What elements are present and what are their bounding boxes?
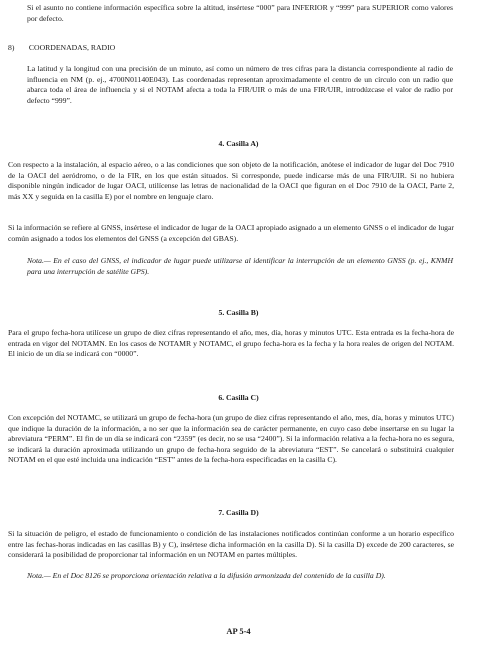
casilla-a-heading: 4. Casilla A) [218, 139, 259, 148]
section-8-heading [8, 43, 115, 54]
section-title: COORDENADAS, RADIO [28, 43, 116, 52]
casilla-a-paragraph-2: Si la información se refiere al GNSS, insértese el indicador de lugar de la OACI apropiado asignado a un elemento GNSS o el indicador de lugar común asignado a todos los elementos del GNSS (a excepción del GBAS). [8, 223, 454, 243]
casilla-d-paragraph: Si la situación de peligro, el estado de funcionamiento o condición de las instalaciones notificados continúan conforme a un horario específico entre las fechas-horas indicadas en las casillas B) y C), insértese dicha información en la casilla D). Si la casilla D) excede de 200 caracteres, se considerará la posibilidad de proporcionar tal información en un NOTAM en partes múltiples. [8, 529, 454, 560]
casilla-b-heading: 5. Casilla B) [218, 308, 259, 317]
section-8-body: La latitud y la longitud con una precisión de un minuto, así como un número de tres cifras para la distancia correspondiente al radio de influencia en NM (p. ej., 4700N01140E043). Las coordenadas representan aproximadamente el centro de un círculo con un radio que abarca toda el área de influencia y si el NOTAM afecta a toda la FIR/UIR o más de una FIR/UIR, introdúzcase el valor de radio por defecto “999”. [27, 64, 453, 105]
casilla-b-paragraph: Para el grupo fecha-hora utilícese un grupo de diez cifras representando el año, mes, día, horas y minutos UTC. Esta entrada es la fecha-hora de entrada en vigor del NOTAMN. En los casos de NOTAMR y NOTAMC, el grupo fecha-hora es la fecha y la hora reales de origen del NOTAM. El inicio de un día se indicará con “0000”. [8, 328, 454, 359]
section-number: 8) [8, 43, 15, 52]
casilla-a-paragraph-1: Con respecto a la instalación, al espacio aéreo, o a las condiciones que son objeto de la notificación, anótese el indicador de lugar del Doc 7910 de la OACI del aeródromo, o de la FIR, en los que están situados. Si corresponde, puede indicarse más de una FIR/UIR. Si no hubiera disponible ningún indicador de lugar OACI, utilícense las letras de nacionalidad de la OACI que figuran en el Doc 7910 de la OACI, Parte 2, más XX y seguida en la casilla E) por el nombre en lenguaje claro. [8, 160, 454, 201]
note-label: Nota.— [27, 256, 51, 265]
intro-paragraph: Si el asunto no contiene información específica sobre la altitud, insértese “000” para INFERIOR y “999” para SUPERIOR como valores por defecto. [27, 3, 453, 23]
casilla-a-note [27, 256, 453, 277]
casilla-d-heading: 7. Casilla D) [218, 508, 259, 517]
note-text: En el Doc 8126 se proporciona orientación relativa a la difusión armonizada del contenido de la casilla D). [50, 571, 386, 580]
note-text: En el caso del GNSS, el indicador de lugar puede utilizarse al identificar la interrupción de un elemento GNSS (p. ej., KNMH para una interrupción de satélite GPS). [27, 256, 453, 276]
casilla-c-paragraph: Con excepción del NOTAMC, se utilizará un grupo de fecha-hora (un grupo de diez cifras representando el año, mes, día, horas y minutos UTC) que indique la duración de la información, a no ser que la información sea de carácter permanente, en cuyo caso debe insertarse en su lugar la abreviatura “PERM”. El fin de un día se indicará con “2359” (es decir, no se usa “2400”). Si la información relativa a la fecha-hora no es segura, se indicará la duración aproximada utilizando un grupo de fecha-hora seguido de la abreviatura “EST”. Se cancelará o substituirá cualquier NOTAM en el que esté incluida una indicación “EST” antes de la fecha-hora especificadas en la casilla C). [8, 413, 454, 465]
casilla-d-note [27, 571, 453, 582]
page-number: AP 5-4 [226, 626, 251, 636]
casilla-c-heading: 6. Casilla C) [218, 393, 259, 402]
note-label: Nota.— [27, 571, 51, 580]
